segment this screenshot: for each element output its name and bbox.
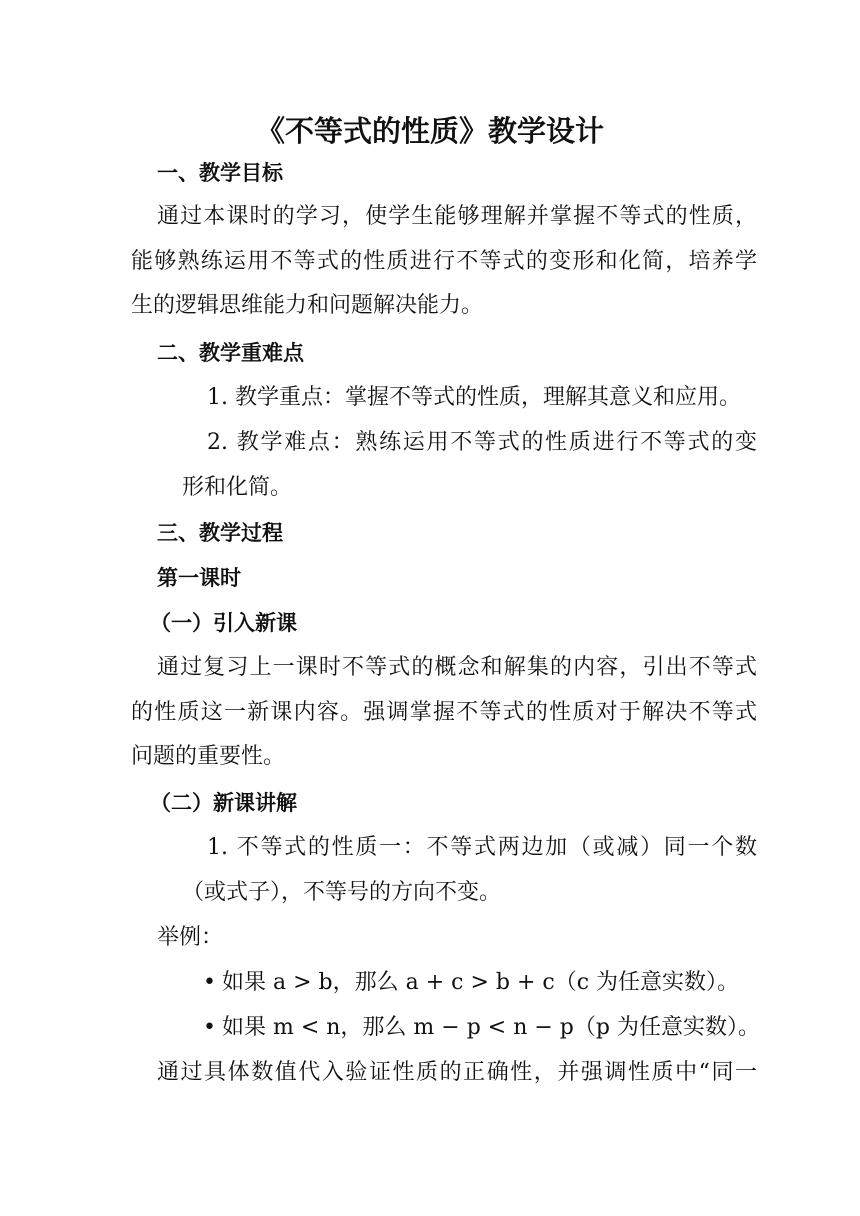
examples-label: 举例： [157, 925, 224, 950]
closing-paragraph-line-1: 通过具体数值代入验证性质的正确性，并强调性质中“同一 [157, 1060, 757, 1085]
key-point-item-2-line-1: 2. 教学难点：熟练运用不等式的性质进行不等式的变 [207, 430, 757, 455]
example-item-2 [203, 1013, 760, 1043]
lesson-heading-first: 第一课时 [157, 566, 241, 590]
objectives-paragraph-line-3: 生的逻辑思维能力和问题解决能力。 [131, 293, 484, 318]
bullet-dot: • [203, 1015, 216, 1040]
example-2-text: 如果 m < n，那么 m − p < n − p（p 为任意实数）。 [221, 1015, 760, 1040]
example-item-1 [203, 968, 739, 998]
bullet-dot: • [203, 970, 216, 995]
section-heading-process: 三、教学过程 [157, 521, 283, 545]
objectives-paragraph-line-1: 通过本课时的学习，使学生能够理解并掌握不等式的性质， [157, 204, 757, 229]
document-title: 《不等式的性质》教学设计 [255, 114, 604, 148]
section-heading-objectives: 一、教学目标 [157, 161, 283, 185]
objectives-paragraph-line-2: 能够熟练运用不等式的性质进行不等式的变形和化简，培养学 [131, 249, 757, 274]
key-point-item-1: 1. 教学重点：掌握不等式的性质，理解其意义和应用。 [207, 385, 741, 410]
subsection-heading-lecture: （二）新课讲解 [150, 791, 297, 815]
key-point-item-2-line-2: 形和化简。 [182, 475, 293, 500]
example-1-text: 如果 a > b，那么 a + c > b + c（c 为任意实数）。 [221, 970, 740, 995]
intro-paragraph-line-3: 问题的重要性。 [131, 744, 286, 769]
property-item-1-line-1: 1. 不等式的性质一：不等式两边加（或减）同一个数 [207, 835, 757, 860]
property-item-1-line-2: （或式子），不等号的方向不变。 [182, 880, 502, 905]
subsection-heading-intro: （一）引入新课 [150, 611, 297, 635]
intro-paragraph-line-2: 的性质这一新课内容。强调掌握不等式的性质对于解决不等式 [131, 700, 757, 725]
intro-paragraph-line-1: 通过复习上一课时不等式的概念和解集的内容，引出不等式 [157, 655, 757, 680]
section-heading-key-points: 二、教学重难点 [157, 341, 304, 365]
